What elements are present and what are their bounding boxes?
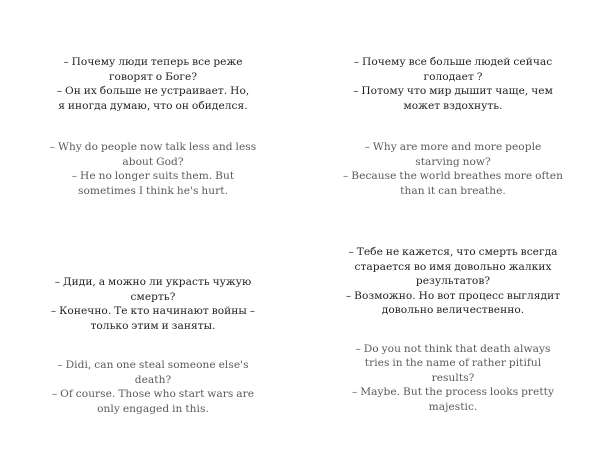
quote-block-steal-death xyxy=(18,275,288,416)
quote-english-text: – Why are more and more people starving now? – Because the world breathes more often than it can breathe. xyxy=(343,141,563,197)
quote-english-text: – Do you not think that death always tries in the name of rather pitiful results? – Maybe. But the process looks pretty majestic. xyxy=(351,342,555,413)
quote-english-text: – Why do people now talk less and less about God? – He no longer suits them. But sometimes I think he's hurt. xyxy=(49,141,257,197)
quote-block-god xyxy=(18,55,288,198)
quote-russian-text: – Почему все больше людей сейчас голодает ? – Потому что мир дышит чаще, чем может вздохнуть. xyxy=(353,56,553,112)
quote-block-starving xyxy=(318,55,588,198)
quote-russian-text: – Диди, а можно ли украсть чужую смерть? – Конечно. Те кто начинают войны – только этим и заняты. xyxy=(50,276,256,332)
quote-english-text: – Didi, can one steal someone else's death? – Of course. Those who start wars are only engaged in this. xyxy=(51,359,255,415)
quote-russian-text: – Тебе не кажется, что смерть всегда старается во имя довольно жалких результатов? – Возможно. Но вот процесс выглядит довольно величественно. xyxy=(345,246,561,316)
quote-russian-text: – Почему люди теперь все реже говорят о Боге? – Он их больше не устраивает. Но, я иногда думаю, что он обиделся. xyxy=(56,56,250,112)
quote-block-death-results xyxy=(318,245,588,414)
